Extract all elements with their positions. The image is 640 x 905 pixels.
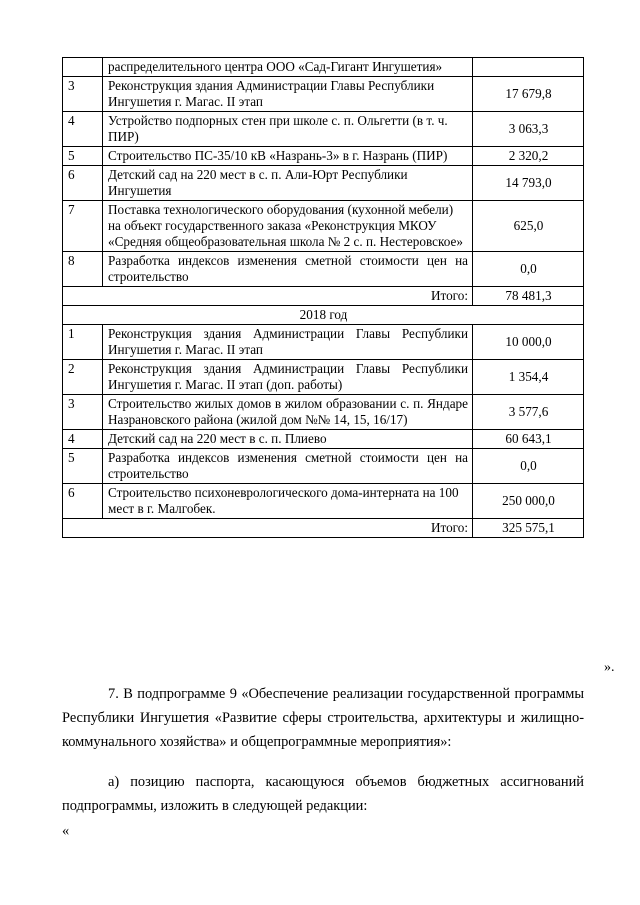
table-section-2017 — [63, 58, 584, 287]
row-value: 60 643,1 — [473, 430, 584, 449]
table-row — [63, 252, 584, 287]
row-name: Реконструкция здания Администрации Главы Республики Ингушетия г. Магас. II этап — [103, 77, 473, 112]
table-row — [63, 484, 584, 519]
table-row — [63, 201, 584, 252]
row-value: 2 320,2 — [473, 147, 584, 166]
row-value: 14 793,0 — [473, 166, 584, 201]
row-name: Реконструкция здания Администрации Главы Республики Ингушетия г. Магас. II этап — [103, 325, 473, 360]
row-name: Строительство ПС-35/10 кВ «Назрань-3» в г. Назрань (ПИР) — [103, 147, 473, 166]
row-name: распределительного центра ООО «Сад-Гигант Ингушетия» — [103, 58, 473, 77]
row-name: Разработка индексов изменения сметной стоимости цен на строительство — [103, 252, 473, 287]
row-value: 250 000,0 — [473, 484, 584, 519]
row-value: 625,0 — [473, 201, 584, 252]
row-name: Строительство жилых домов в жилом образовании с. п. Яндаре Назрановского района (жилой дом №№ 14, 15, 16/17) — [103, 395, 473, 430]
total-value: 325 575,1 — [473, 519, 584, 538]
table-row — [63, 147, 584, 166]
paragraph-subprogram-9: 7. В подпрограмме 9 «Обеспечение реализации государственной программы Республики Ингушетия «Развитие сферы строительства, архитектуры и жилищно-коммунального хозяйства» и общепрограммные мероприятия»: — [62, 686, 584, 750]
table-row — [63, 112, 584, 147]
total-value: 78 481,3 — [473, 287, 584, 306]
row-number: 4 — [63, 430, 103, 449]
table-total-row-2018 — [63, 519, 584, 538]
row-number: 7 — [63, 201, 103, 252]
row-value: 17 679,8 — [473, 77, 584, 112]
row-name: Строительство психоневрологического дома-интерната на 100 мест в г. Малгобек. — [103, 484, 473, 519]
row-number: 4 — [63, 112, 103, 147]
row-value: 10 000,0 — [473, 325, 584, 360]
row-name: Детский сад на 220 мест в с. п. Али-Юрт Республики Ингушетия — [103, 166, 473, 201]
row-value: 3 577,6 — [473, 395, 584, 430]
row-number: 6 — [63, 484, 103, 519]
row-name: Реконструкция здания Администрации Главы Республики Ингушетия г. Магас. II этап (доп. работы) — [103, 360, 473, 395]
table-row — [63, 430, 584, 449]
table-row — [63, 166, 584, 201]
table-year-row — [63, 306, 584, 325]
row-number: 2 — [63, 360, 103, 395]
total-label: Итого: — [63, 519, 473, 538]
row-name: Устройство подпорных стен при школе с. п. Ольгетти (в т. ч. ПИР) — [103, 112, 473, 147]
row-value: 0,0 — [473, 449, 584, 484]
row-value: 0,0 — [473, 252, 584, 287]
row-name: Поставка технологического оборудования (кухонной мебели) на объект государственного заказа «Реконструкция МКОУ «Средняя общеобразовательная школа № 2 с. п. Нестеровское» — [103, 201, 473, 252]
budget-table — [62, 57, 584, 538]
closing-quote: ». — [604, 660, 615, 675]
year-heading: 2018 год — [63, 306, 584, 325]
row-number: 3 — [63, 77, 103, 112]
table-row — [63, 395, 584, 430]
opening-quote: « — [62, 823, 70, 839]
total-label: Итого: — [63, 287, 473, 306]
row-name: Разработка индексов изменения сметной стоимости цен на строительство — [103, 449, 473, 484]
row-number: 1 — [63, 325, 103, 360]
row-number: 8 — [63, 252, 103, 287]
row-value: 3 063,3 — [473, 112, 584, 147]
row-number: 3 — [63, 395, 103, 430]
table-row — [63, 77, 584, 112]
row-value: 1 354,4 — [473, 360, 584, 395]
row-value — [473, 58, 584, 77]
table-row — [63, 325, 584, 360]
row-number: 5 — [63, 147, 103, 166]
row-number — [63, 58, 103, 77]
table-total-row-2017 — [63, 287, 584, 306]
table-section-2018 — [63, 325, 584, 519]
row-number: 6 — [63, 166, 103, 201]
row-name: Детский сад на 220 мест в с. п. Плиево — [103, 430, 473, 449]
row-number: 5 — [63, 449, 103, 484]
table-row — [63, 360, 584, 395]
paragraph-passport-position: а) позицию паспорта, касающуюся объемов бюджетных ассигнований подпрограммы, изложить в следующей редакции: — [62, 774, 584, 814]
table-row — [63, 58, 584, 77]
table-row — [63, 449, 584, 484]
